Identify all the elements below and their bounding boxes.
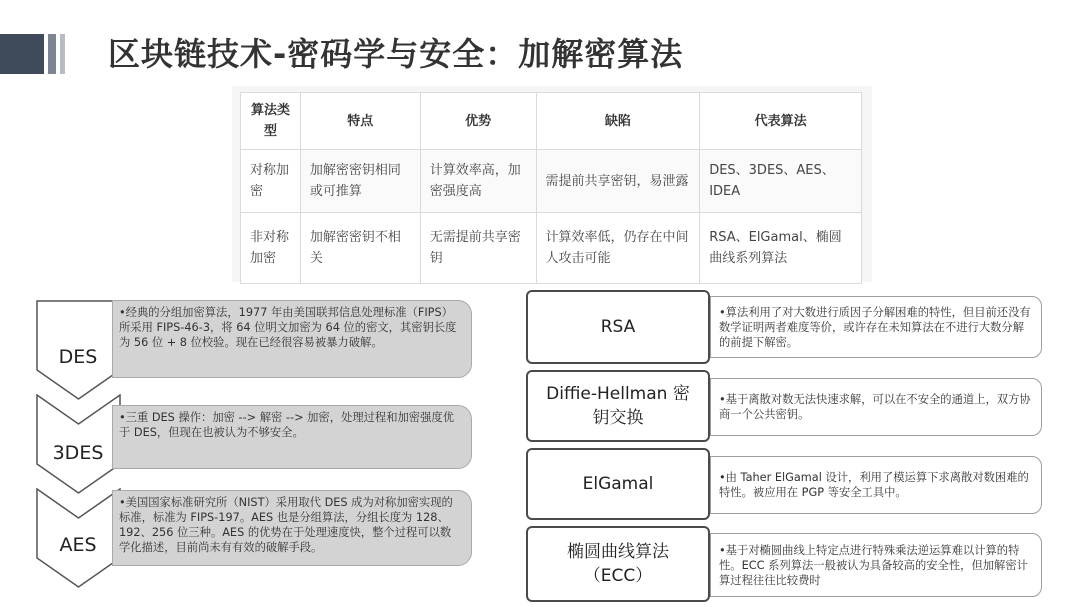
elgamal-box: ElGamal [526, 448, 710, 520]
des-chevron [36, 300, 122, 400]
ecc-description: •基于对椭圆曲线上特定点进行特殊乘法逆运算难以计算的特性。ECC 系列算法一般被认为具备较高的安全性，但加解密计算过程往往比较费时 [710, 533, 1042, 597]
table-cell: 需提前共享密钥，易泄露 [536, 150, 700, 213]
aes-chevron [36, 488, 122, 588]
header-cell: 代表算法 [700, 93, 862, 150]
title-decoration [0, 30, 70, 78]
comparison-table [240, 92, 862, 284]
diffie-hellman-box: Diffie-Hellman 密钥交换 [526, 370, 710, 442]
header-cell: 缺陷 [536, 93, 700, 150]
elgamal-description: •由 Taher ElGamal 设计，利用了模运算下求离散对数困难的特性。被应用在 PGP 等安全工具中。 [710, 456, 1042, 514]
table-cell: 计算效率高，加密强度高 [420, 150, 536, 213]
table-cell: 计算效率低，仍存在中间人攻击可能 [536, 213, 700, 284]
rsa-box: RSA [526, 290, 710, 364]
table-cell: DES、3DES、AES、IDEA [700, 150, 862, 213]
3des-chevron [36, 394, 122, 494]
table-cell: 对称加密 [241, 150, 301, 213]
table-cell: 非对称加密 [241, 213, 301, 284]
aes-description: •美国国家标准研究所（NIST）采用取代 DES 成为对称加密实现的标准，标准为 FIPS-197。AES 也是分组算法，分组长度为 128、192、256 位三种。AES 的优势在于处理速度快，整个过程可以数学化描述，目前尚未有有效的破解手段。 [112, 490, 472, 566]
diffie-hellman-description: •基于离散对数无法快速求解，可以在不安全的通道上，双方协商一个公共密钥。 [710, 378, 1042, 436]
header-cell: 优势 [420, 93, 536, 150]
table-cell: RSA、ElGamal、椭圆曲线系列算法 [700, 213, 862, 284]
table-row [241, 150, 862, 213]
des-description: •经典的分组加密算法，1977 年由美国联邦信息处理标准（FIPS）所采用 FIPS-46-3，将 64 位明文加密为 64 位的密文，其密钥长度为 56 位 + 8 位校验。现在已经很容易被暴力破解。 [112, 300, 472, 378]
header-cell: 算法类型 [241, 93, 301, 150]
table-cell: 加解密密钥相同或可推算 [300, 150, 420, 213]
3des-description: •三重 DES 操作：加密 --> 解密 --> 加密，处理过程和加密强度优于 DES，但现在也被认为不够安全。 [112, 405, 472, 469]
table-cell: 加解密密钥不相关 [300, 213, 420, 284]
ecc-box: 椭圆曲线算法（ECC） [526, 526, 710, 602]
table-header-row [241, 93, 862, 150]
header-cell: 特点 [300, 93, 420, 150]
des-label: DES [58, 346, 98, 368]
3des-label: 3DES [52, 442, 104, 464]
table-row [241, 213, 862, 284]
comparison-table-panel [232, 86, 872, 282]
table-cell: 无需提前共享密钥 [420, 213, 536, 284]
aes-label: AES [59, 534, 97, 556]
page-title: 区块链技术-密码学与安全：加解密算法 [108, 35, 684, 73]
rsa-description: •算法利用了对大数进行质因子分解困难的特性，但目前还没有数学证明两者难度等价，或许存在未知算法在不进行大数分解的前提下解密。 [710, 296, 1042, 358]
